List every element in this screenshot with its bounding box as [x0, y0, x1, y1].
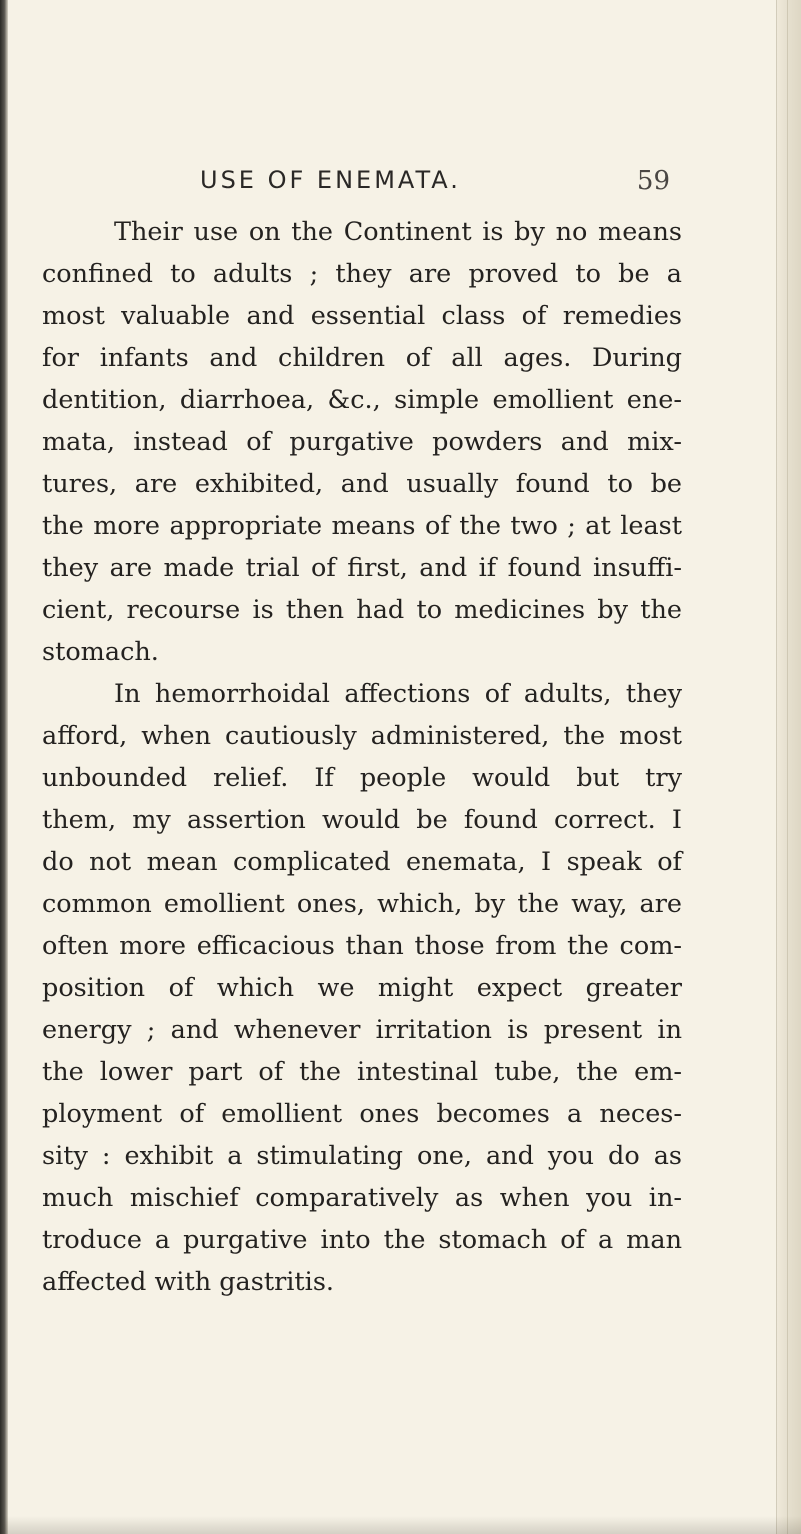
text-line: tures, are exhibited, and usually found to be [42, 469, 682, 499]
text-line: energy ; and whenever irritation is present in [42, 1015, 682, 1045]
page-edge-fold [787, 0, 788, 1534]
page-number: 59 [636, 166, 670, 196]
text-line: ployment of emollient ones becomes a neces- [42, 1099, 682, 1129]
body-text [42, 211, 682, 1303]
text-line: the lower part of the intestinal tube, the em- [42, 1057, 682, 1087]
text-line: often more efficacious than those from the com- [42, 931, 682, 961]
text-line: confined to adults ; they are proved to be a [42, 259, 682, 289]
text-line: position of which we might expect greater [42, 973, 682, 1003]
text-line: unbounded relief. If people would but try [42, 763, 682, 793]
text-line: most valuable and essential class of remedies [42, 301, 682, 331]
page-binding-edge [0, 0, 8, 1534]
text-line: for infants and children of all ages. During [42, 343, 682, 373]
text-line: Their use on the Continent is by no means [114, 217, 682, 247]
text-line: sity : exhibit a stimulating one, and you do as [42, 1141, 682, 1171]
text-line: the more appropriate means of the two ; at least [42, 511, 682, 541]
text-line: dentition, diarrhoea, &c., simple emollient ene- [42, 385, 682, 415]
text-line: afford, when cautiously administered, the most [42, 721, 682, 751]
text-line: troduce a purgative into the stomach of a man [42, 1225, 682, 1255]
text-line: affected with gastritis. [42, 1267, 335, 1297]
page-bottom-shadow [0, 1516, 801, 1534]
running-head-title: USE OF ENEMATA. [200, 166, 461, 194]
text-line: In hemorrhoidal affections of adults, they [114, 679, 682, 709]
page-fore-edge [776, 0, 801, 1534]
text-line: mata, instead of purgative powders and mix- [42, 427, 682, 457]
text-line: much mischief comparatively as when you in- [42, 1183, 682, 1213]
text-line: them, my assertion would be found correct. I [42, 805, 682, 835]
text-line: they are made trial of first, and if found insuffi- [42, 553, 682, 583]
text-line: common emollient ones, which, by the way, are [42, 889, 682, 919]
running-head [200, 166, 670, 200]
text-line: stomach. [42, 637, 159, 667]
text-line: do not mean complicated enemata, I speak of [42, 847, 682, 877]
text-line: cient, recourse is then had to medicines by the [42, 595, 682, 625]
